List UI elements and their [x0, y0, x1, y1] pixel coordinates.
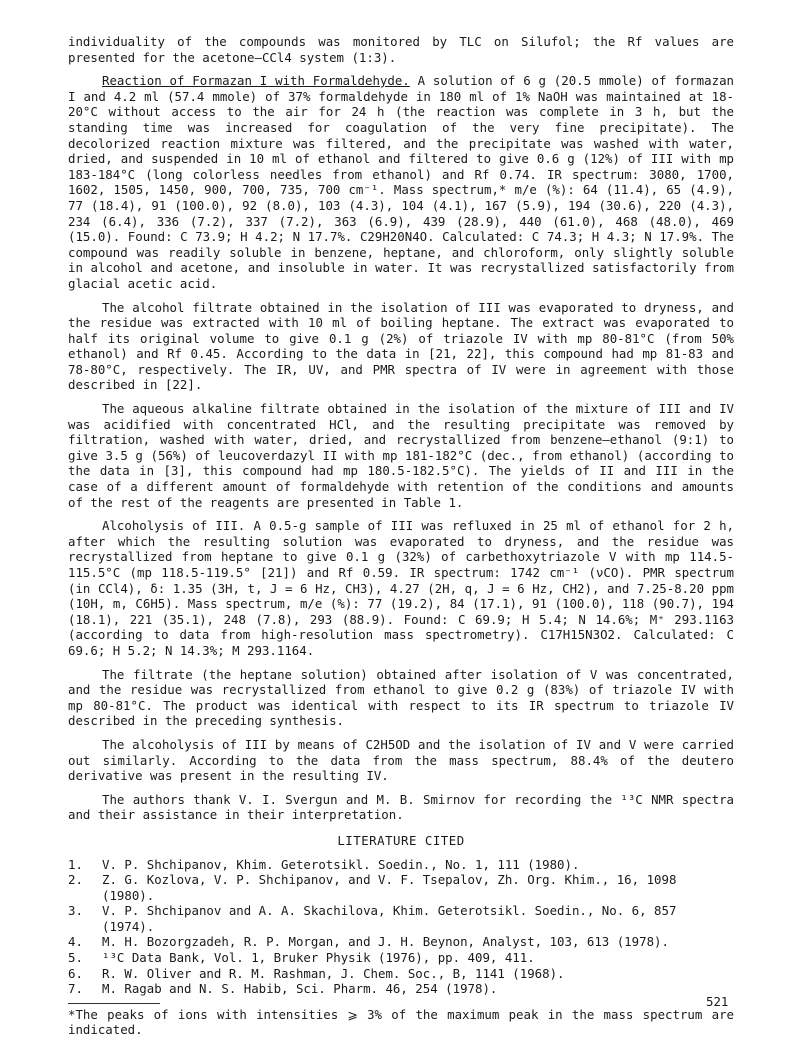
reference-number: 4.: [68, 934, 83, 950]
reference-item: [68, 981, 734, 997]
paragraph-formazan-reaction-body: A solution of 6 g (20.5 mmole) of formazan I and 4.2 ml (57.4 mmole) of 37% formaldehyde in 180 ml of 1% NaOH was maintained at 18-20°C without access to the air for 24 h (the reaction was complete in 3 h, but the standing time was increased for coagulation of the very fine precipitate). The decolorized reaction mixture was filtered, and the precipitate was washed with water, dried, and suspended in 10 ml of ethanol and filtered to give 0.6 g (12%) of III with mp 183-184°C (long colorless needles from ethanol) and Rf 0.74. IR spectrum: 3080, 1700, 1602, 1505, 1450, 900, 700, 735, 700 cm⁻¹. Mass spectrum,* m/e (%): 64 (11.4), 65 (4.9), 77 (18.4), 91 (100.0), 92 (8.0), 103 (4.3), 104 (4.1), 167 (5.9), 194 (30.6), 220 (4.3), 234 (6.4), 336 (7.2), 337 (7.2), 363 (6.9), 439 (28.9), 440 (61.0), 468 (48.0), 469 (15.0). Found: C 73.9; H 4.2; N 17.7%. C29H20N4O. Calculated: C 74.3; H 4.3; N 17.9%. The compound was readily soluble in benzene, heptane, and chloroform, only slightly soluble in alcohol and acetone, and insoluble in water. It was recrystallized satisfactorily from glacial acetic acid.: [68, 73, 734, 291]
reference-number: 5.: [68, 950, 83, 966]
reference-text: M. Ragab and N. S. Habib, Sci. Pharm. 46, 254 (1978).: [102, 981, 498, 997]
reference-item: [68, 934, 734, 950]
paragraph-heptane-filtrate: The filtrate (the heptane solution) obtained after isolation of V was concentrated, and the residue was recrystallized from ethanol to give 0.2 g (83%) of triazole IV with mp 80-81°C. The product was identical with respect to its IR spectrum to triazole IV described in the preceding synthesis.: [68, 666, 734, 729]
page-number: 521: [706, 994, 729, 1009]
literature-cited-heading: LITERATURE CITED: [337, 832, 465, 848]
paragraph-acknowledgments: The authors thank V. I. Svergun and M. B. Smirnov for recording the ¹³C NMR spectra and their assistance in their interpretation.: [68, 791, 734, 823]
paragraph-alcohol-filtrate: The alcohol filtrate obtained in the isolation of III was evaporated to dryness, and the residue was extracted with 10 ml of boiling heptane. The extract was evaporated to half its original volume to give 0.1 g (2%) of triazole IV with mp 80-81°C (from 50% ethanol) and Rf 0.45. According to the data in [21, 22], this compound had mp 81-83 and 78-80°C, respectively. The IR, UV, and PMR spectra of IV were in agreement with those described in [22].: [68, 299, 734, 393]
reference-text: V. P. Shchipanov and A. A. Skachilova, Khim. Geterotsikl. Soedin., No. 6, 857 (1974).: [102, 903, 677, 934]
reference-number: 7.: [68, 981, 83, 997]
reference-item: [68, 857, 734, 873]
section-title-formazan-reaction: Reaction of Formazan I with Formaldehyde.: [102, 73, 410, 89]
paragraph-aqueous-filtrate: The aqueous alkaline filtrate obtained in the isolation of the mixture of III and IV was acidified with concentrated HCl, and the resulting precipitate was removed by filtration, washed with water, dried, and recrystallized from benzene—ethanol (9:1) to give 3.5 g (56%) of leucoverdazyl II with mp 181-182°C (dec., from ethanol) (according to the data in [3], this compound had mp 180.5-182.5°C). The yields of II and III in the case of a different amount of formaldehyde with retention of the conditions and amounts of the rest of the reagents are presented in Table 1.: [68, 401, 734, 510]
paragraph-deutero-alcoholysis: The alcoholysis of III by means of C2H5OD and the isolation of IV and V were carried out similarly. According to the data from the mass spectrum, 88.4% of the deutero derivative was present in the resulting IV.: [68, 736, 734, 784]
reference-text: V. P. Shchipanov, Khim. Geterotsikl. Soedin., No. 1, 111 (1980).: [102, 856, 580, 872]
reference-number: 1.: [68, 856, 83, 872]
paragraph-formazan-reaction: [68, 73, 734, 291]
footnote-divider: [68, 1003, 160, 1004]
reference-text: Z. G. Kozlova, V. P. Shchipanov, and V. F. Tsepalov, Zh. Org. Khim., 16, 1098 (1980).: [102, 872, 677, 903]
reference-item: [68, 872, 734, 903]
page-body: [68, 34, 734, 1038]
reference-list: [68, 857, 734, 997]
paragraph-alcoholysis: Alcoholysis of III. A 0.5-g sample of III was refluxed in 25 ml of ethanol for 2 h, after which the resulting solution was evaporated to dryness, and the residue was recrystallized from heptane to give 0.1 g (32%) of carbethoxytriazole V with mp 114.5-115.5°C (mp 118.5-119.5° [21]) and Rf 0.59. IR spectrum: 1742 cm⁻¹ (νCO). PMR spectrum (in CCl4), δ: 1.35 (3H, t, J = 6 Hz, CH3), 4.27 (2H, q, J = 6 Hz, CH2), and 7.25-8.20 ppm (10H, m, C6H5). Mass spectrum, m/e (%): 77 (19.2), 84 (17.1), 91 (100.0), 118 (90.7), 194 (18.1), 221 (35.1), 248 (7.8), 293 (88.9). Found: C 69.9; H 5.4; N 14.6%; M⁺ 293.1163 (according to data from high-resolution mass spectrometry). C17H15N3O2. Calculated: C 69.6; H 5.2; N 14.3%; M 293.1164.: [68, 518, 734, 658]
reference-item: [68, 966, 734, 982]
footnote: *The peaks of ions with intensities ⩾ 3% of the maximum peak in the mass spectrum are indicated.: [68, 1006, 734, 1038]
reference-text: M. H. Bozorgzadeh, R. P. Morgan, and J. H. Beynon, Analyst, 103, 613 (1978).: [102, 934, 669, 950]
reference-text: ¹³C Data Bank, Vol. 1, Bruker Physik (1976), pp. 409, 411.: [102, 950, 535, 966]
reference-text: R. W. Oliver and R. M. Rashman, J. Chem. Soc., B, 1141 (1968).: [102, 965, 565, 981]
reference-number: 3.: [68, 903, 83, 919]
paragraph-tlc-note: individuality of the compounds was monitored by TLC on Silufol; the Rf values are presented for the acetone—CCl4 system (1:3).: [68, 34, 734, 65]
reference-number: 2.: [68, 872, 83, 888]
reference-number: 6.: [68, 965, 83, 981]
reference-item: [68, 903, 734, 934]
reference-item: [68, 950, 734, 966]
